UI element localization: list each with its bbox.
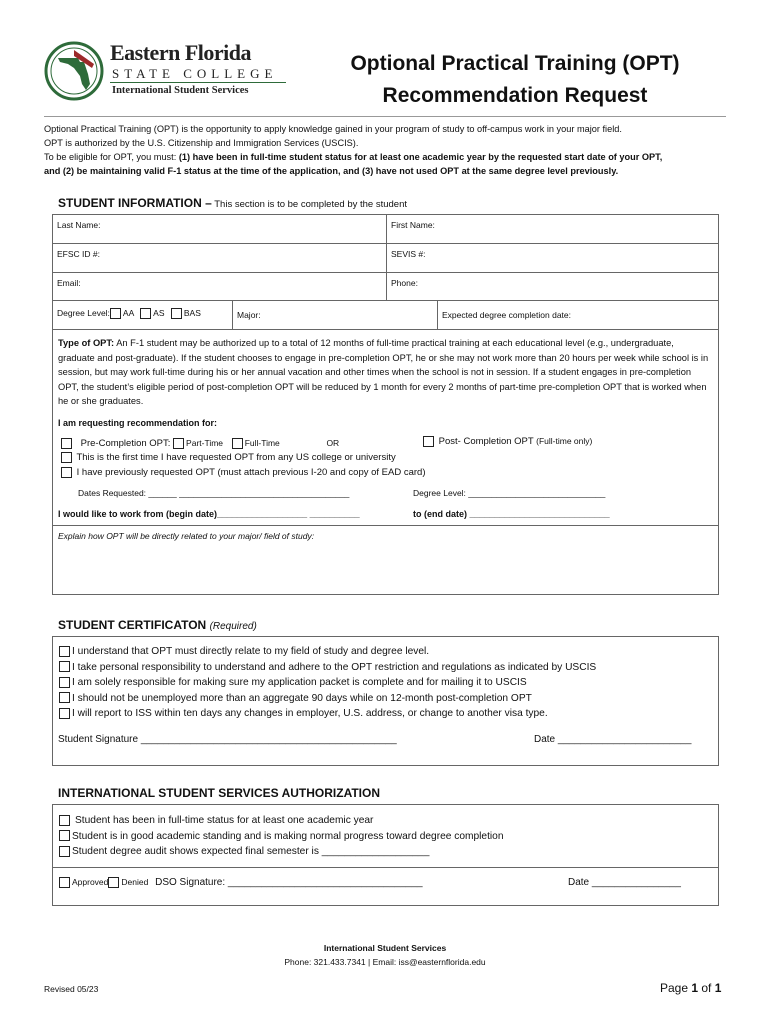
dso-row <box>59 877 423 888</box>
first-time-label: This is the first time I have requested OPT from any US college or university <box>76 452 396 464</box>
authorization-box <box>52 804 719 906</box>
cert-checkbox[interactable] <box>59 692 70 703</box>
title-line2: Recommendation Request <box>382 84 648 107</box>
pre-completion-checkbox[interactable] <box>61 438 72 449</box>
auth-item-text: Student degree audit shows expected final semester is ___________________ <box>72 846 430 857</box>
phone-label: Phone: <box>391 278 418 288</box>
cert-item-text: I understand that OPT must directly relate to my field of study and degree level. <box>72 646 430 657</box>
certification-heading <box>58 618 257 632</box>
degree-level-field <box>53 301 233 330</box>
authorization-heading: INTERNATIONAL STUDENT SERVICES AUTHORIZATION <box>58 786 381 800</box>
efsc-id-label: EFSC ID #: <box>57 249 100 259</box>
efsc-id-field[interactable] <box>53 244 387 273</box>
student-info-box <box>52 214 719 595</box>
part-time-checkbox[interactable] <box>173 438 184 449</box>
cert-checkbox[interactable] <box>59 677 70 688</box>
revised-date: Revised 05/23 <box>44 984 99 994</box>
certification-required: (Required) <box>209 621 257 632</box>
auth-item-text: Student has been in full-time status for at least one academic year <box>75 815 374 826</box>
completion-label: Expected degree completion date: <box>442 310 572 320</box>
auth-checkbox[interactable] <box>59 815 70 826</box>
cert-checkbox[interactable] <box>59 708 70 719</box>
degree-level-label: Degree Level: <box>57 308 110 318</box>
title-line1: Optional Practical Training (OPT) <box>350 52 680 75</box>
footer-contact: Phone: 321.433.7341 | Email: iss@easternflorida.edu <box>284 957 486 967</box>
auth-item <box>59 829 504 845</box>
authorization-list <box>59 813 504 860</box>
sevis-label: SEVIS #: <box>391 249 426 259</box>
opt-type-description <box>58 336 713 409</box>
explain-field[interactable]: Explain how OPT will be directly related to your major/ field of study: <box>58 531 315 541</box>
footer-office: International Student Services <box>323 943 447 953</box>
post-completion-label: Post- Completion OPT <box>438 436 534 448</box>
logo-line2: STATE COLLEGE <box>112 66 278 81</box>
aa-checkbox[interactable] <box>110 308 121 319</box>
auth-checkbox[interactable] <box>59 846 70 857</box>
student-signature-field[interactable]: Student Signature ______________________________________________ <box>58 734 397 745</box>
approved-label: Approved <box>72 877 109 888</box>
full-time-label: Full-Time <box>244 438 280 449</box>
student-date-field[interactable]: Date ________________________ <box>534 734 692 745</box>
previously-label: I have previously requested OPT (must attach previous I-20 and copy of EAD card) <box>76 467 426 479</box>
cert-item-text: I am solely responsible for making sure my application packet is complete and for mailing it to USCIS <box>72 677 527 688</box>
page-number <box>660 981 721 995</box>
auth-item <box>59 813 504 829</box>
aa-label: AA <box>122 308 134 318</box>
previously-checkbox[interactable] <box>61 467 72 478</box>
full-time-only-label: (Full-time only) <box>536 436 593 447</box>
dso-signature-field[interactable]: DSO Signature: ___________________________________ <box>155 877 423 889</box>
dates-requested-field[interactable]: Dates Requested: ______ ____________________________________ <box>78 488 350 498</box>
sevis-field[interactable] <box>387 244 718 273</box>
cert-item <box>59 644 596 660</box>
pre-completion-label: Pre-Completion OPT: <box>80 438 171 450</box>
cert-item <box>59 691 596 707</box>
logo-line1: Eastern Florida <box>110 40 251 65</box>
bas-label: BAS <box>183 308 201 318</box>
work-from-field[interactable]: I would like to work from (begin date)__________________ __________ <box>58 509 360 519</box>
cert-checkbox[interactable] <box>59 646 70 657</box>
cert-item-text: I take personal responsibility to understand and adhere to the OPT restriction and regulations as indicated by USCIS <box>72 661 597 673</box>
bas-checkbox[interactable] <box>171 308 182 319</box>
divider <box>44 116 726 117</box>
major-label: Major: <box>237 310 261 320</box>
previously-row <box>61 467 426 478</box>
intro-p1: Optional Practical Training (OPT) is the opportunity to apply knowledge gained in your program of study to off-campus work in your major field. <box>44 124 622 134</box>
student-info-title: STUDENT INFORMATION – <box>58 196 212 210</box>
cert-item <box>59 660 596 676</box>
requesting-label: I am requesting recommendation for: <box>58 418 218 428</box>
auth-checkbox[interactable] <box>59 830 70 841</box>
phone-field[interactable] <box>387 273 718 301</box>
last-name-label: Last Name: <box>57 220 101 230</box>
last-name-field[interactable] <box>53 215 387 244</box>
intro-p3-plain: To be eligible for OPT, you must: <box>44 152 179 162</box>
first-time-checkbox[interactable] <box>61 452 72 463</box>
intro-p2: OPT is authorized by the U.S. Citizenship and Immigration Services (USCIS). <box>44 138 359 148</box>
intro-text <box>44 122 734 178</box>
intro-p3-bold: (1) have been in full-time student status for at least one academic year by the requested start date of your OPT, <box>178 152 663 162</box>
page-title <box>300 48 730 112</box>
intro-p4-bold: and (2) be maintaining valid F-1 status at the time of the application, and (3) have not used OPT at the same degree level previously. <box>44 166 619 176</box>
cert-checkbox[interactable] <box>59 661 70 672</box>
part-time-label: Part-Time <box>186 438 224 449</box>
approved-checkbox[interactable] <box>59 877 70 888</box>
first-time-row <box>61 452 396 463</box>
opt-type-bold: Type of OPT: <box>58 338 115 348</box>
student-info-note: This section is to be completed by the student <box>211 199 407 210</box>
page-of: of <box>698 981 715 995</box>
denied-checkbox[interactable] <box>108 877 119 888</box>
cert-item-text: I should not be unemployed more than an aggregate 90 days while on 12-month post-completion OPT <box>72 692 532 704</box>
page-total: 1 <box>714 981 722 995</box>
cert-item <box>59 706 596 722</box>
dso-date-field[interactable]: Date ________________ <box>568 877 681 888</box>
completion-date-field[interactable] <box>438 301 718 330</box>
opt-type-text: An F-1 student may be authorized up to a total of 12 months of full-time practical training at each educational level (e.g., undergraduate, graduate and post-graduate). If the student chooses to engage in pre-completion OPT, he or she may not work more than 20 hours per week while school is in session, but may work full-time during his or her annual vacation and other times when the school is not in session. If a student engages in pre-completion OPT, the student’s eligible period of post-completion OPT will be reduced by 1 month for every 2 months of part-time pre-completion OPT that is worked when he or she graduates. <box>58 338 709 406</box>
post-completion-checkbox[interactable] <box>423 436 434 447</box>
certification-title: STUDENT CERTIFICATON <box>58 618 207 632</box>
auth-item <box>59 844 504 860</box>
student-info-heading <box>58 196 407 210</box>
first-name-field[interactable] <box>387 215 718 244</box>
cert-item-text: I will report to ISS within ten days any changes in employer, U.S. address, or change to another visa type. <box>72 708 548 719</box>
degree-level-field-2[interactable]: Degree Level: _____________________________ <box>413 488 606 498</box>
first-name-label: First Name: <box>391 220 435 230</box>
auth-item-text: Student is in good academic standing and is making normal progress toward degree completion <box>72 830 504 842</box>
as-label: AS <box>153 308 165 318</box>
certification-list <box>59 644 596 722</box>
cert-item <box>59 675 596 691</box>
page-num: 1 <box>691 981 699 995</box>
logo-line3: International Student Services <box>112 85 249 96</box>
major-field[interactable] <box>233 301 438 330</box>
page-prefix: Page <box>660 981 692 995</box>
to-end-field[interactable]: to (end date) ____________________________ <box>413 509 610 519</box>
florida-seal-icon <box>44 40 104 102</box>
denied-label: Denied <box>121 877 149 888</box>
post-completion-row <box>423 436 592 447</box>
or-label: OR <box>326 438 340 449</box>
college-logo <box>44 40 294 102</box>
email-field[interactable] <box>53 273 387 301</box>
certification-box <box>52 636 719 766</box>
as-checkbox[interactable] <box>140 308 151 319</box>
email-label: Email: <box>57 278 81 288</box>
full-time-checkbox[interactable] <box>232 438 243 449</box>
pre-completion-row <box>61 438 339 449</box>
